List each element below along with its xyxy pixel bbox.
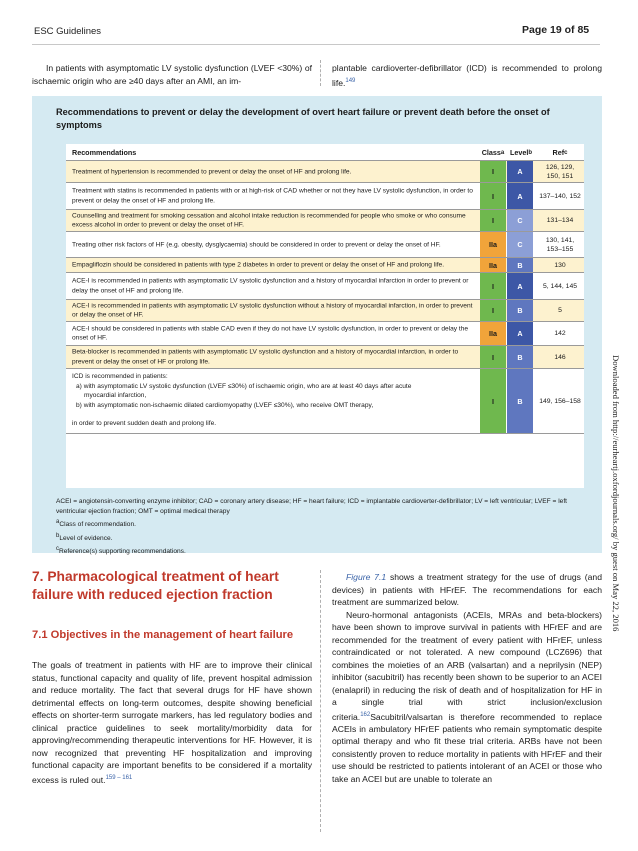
header-ref: Ref c [552,148,568,157]
recommendation-text: Empagliflozin should be considered in patients with type 2 diabetes in order to prevent or delay the onset of HF and prolong life. [72,261,445,269]
class-cell: I [480,161,506,182]
recommendation-text: ACE-I should be considered in patients with stable CAD even if they do not have LV systolic dysfunction, in order to prevent or delay the onset of HF. [72,325,469,342]
level-cell: A [507,322,533,345]
recommendation-text: ICD is recommended in patients: a) with asymptomatic LV systolic dysfunction (LVEF ≤30%) of ischaemic origin, who are at least 40 days after acute myocardial infarction, b) with asymptomatic non-ischaemic dilated cardiomyopathy (LVEF ≤30%), who receive OMT therapy, in order to prevent sudden death and prolong life. [72,373,412,427]
class-cell: IIa [480,322,506,345]
recommendations-box-title: Recommendations to prevent or delay the development of overt heart failure or prevent death before the onset of symptoms [56,107,550,130]
table-header-row [66,144,584,161]
download-watermark [611,355,623,632]
footnote-b: bLevel of evidence. [56,532,113,542]
recommendation-text: Treatment with statins is recommended in patients with or at high-risk of CAD whether or not they have LV systolic dysfunction, in order to prevent or delay the onset of HF and prolong life. [72,187,473,204]
table-row [66,273,584,300]
class-cell: I [480,210,506,231]
class-cell: I [480,183,506,209]
header-level: Level b [509,148,533,157]
level-cell: B [507,346,533,368]
table-row [66,322,584,346]
ref-cell: 137–140, 152 [539,192,581,200]
objectives-ref[interactable]: 159 – 161 [105,774,133,781]
class-cell: IIa [480,258,506,272]
column-divider-top [320,60,321,86]
header-rule [32,44,600,45]
section-heading: 7. Pharmacological treatment of heart failure with reduced ejection fraction [32,569,279,602]
objectives-text: The goals of treatment in patients with HF are to improve their clinical status, functional capacity and quality of life, prevent hospital admission and reduce mortality. The fact that several drugs for HF have shown detrimental effects on long-term outcomes, despite showing beneficial effects on shorter-term surrogate markers, has led regulatory bodies and clinical practice guidelines to seek mortality/morbidity data for approving/recommending therapeutic interventions for HF. However, it is now recognized that preventing HF hospitalization and improving functional capacity are important benefits to be considered if a mortality excess is ruled out. [32,660,312,785]
trial-ref[interactable]: 162 [360,711,371,718]
header-class: Class a [481,148,505,157]
table-row [66,183,584,210]
journal-section-label: ESC Guidelines [34,26,102,37]
recommendation-text: Counselling and treatment for smoking cessation and alcohol intake reduction is recommended for people who smoke or who consume excess alcohol in order to prevent or delay the onset of HF. [72,212,466,229]
table-row [66,210,584,232]
ref-cell: 149, 156–158 [539,397,581,405]
table-row [66,232,584,258]
table-row [66,258,584,273]
top-right-ref[interactable]: 149 [345,77,356,84]
download-watermark-text[interactable]: Downloaded from http://eurheartj.oxfordjournals.org/ by guest on May 22, 2016 [611,355,621,632]
ref-cell: 146 [554,353,566,361]
level-cell: A [507,161,533,182]
level-cell: C [507,210,533,231]
ref-cell: 126, 129, 150, 151 [545,163,575,180]
recommendations-table [66,144,584,488]
treatment-paragraph-1: Figure 7.1 shows a treatment strategy for the use of drugs (and devices) in patients with HFrEF. The recommendations for each treatment are summarized below. [332,572,602,607]
recommendation-text: ACE-I is recommended in patients with asymptomatic LV systolic dysfunction without a history of myocardial infarction, in order to prevent or delay the onset of HF. [72,302,473,319]
class-cell: I [480,346,506,368]
treatment-paragraph-2: Neuro-hormonal antagonists (ACEIs, MRAs and beta-blockers) have been shown to improve survival in patients with HFrEF and are recommended for the treatment of every patient with HFrEF, unless contraindicated or not tolerated. A new compound (LCZ696) that combines the moieties of an ARB (valsartan) and a neprilysin (NEP) inhibitor (sacubitril) has recently been shown to be superior to an ACEI (enalapril) in reducing the risk of death and of hospitalization for HF in a single trial with strict inclusion/exclusion criteria.$^{162}$Sacubitril/valsartan is therefore recommended to replace ACEIs in ambulatory HFrEF patients who remain symptomatic despite optimal therapy and who fit these trial criteria. ARBs have not been consistently proven to reduce mortality in patients with HFrEF and their use should be restricted to patients intolerant of an ACEI or those who take an ACEI but are unable to tolerate an [332,609,602,784]
level-cell: C [507,232,533,257]
top-left-paragraph [32,62,312,87]
table-row [66,161,584,183]
top-left-text: In patients with asymptomatic LV systolic dysfunction (LVEF <30%) of ischaemic origin who are ≥40 days after an AMI, an im- [32,63,312,86]
level-cell: B [507,258,533,272]
column-divider-bottom [320,570,321,832]
ref-cell: 131–134 [546,217,574,224]
subsection-heading: 7.1 Objectives in the management of heart failure [32,629,294,641]
figure-7-1-link[interactable]: Figure 7.1 [346,572,387,582]
top-right-paragraph [332,62,602,89]
page-number: Page 19 of 85 [522,24,590,36]
footnote-a: aClass of recommendation. [56,519,136,529]
table-footnotes [56,497,596,558]
class-cell: IIa [480,232,506,257]
table-row [66,300,584,322]
ref-cell: 130, 141, 153–155 [545,236,575,253]
recommendation-text: Treatment of hypertension is recommended to prevent or delay the onset of HF and prolong life. [72,167,352,175]
level-cell: A [507,183,533,209]
footnote-c: cReference(s) supporting recommendations. [56,546,186,556]
ref-cell: 5 [558,307,562,314]
class-cell: I [480,300,506,321]
table-row [66,369,584,434]
ref-cell: 5, 144, 145 [542,282,577,290]
footnote-abbreviations: ACEI = angiotensin-converting enzyme inhibitor; CAD = coronary artery disease; HF = heart failure; ICD = implantable cardioverter-defibrillator; LV = left ventricular; LVEF = left ventricular ejection fraction; OMT = optimal medical therapy [56,498,568,516]
header-recommendations: Recommendations [72,148,137,157]
level-cell: B [507,300,533,321]
treatment-paragraphs [332,571,602,785]
class-cell: I [480,273,506,299]
class-cell: I [480,369,506,433]
top-right-text: plantable cardioverter-defibrillator (ICD) is recommended to prolong life. [332,63,602,88]
recommendation-text: Beta-blocker is recommended in patients with asymptomatic LV systolic dysfunction and a history of myocardial infarction, in order to prevent or delay the onset of HF or prolong life. [72,348,459,365]
recommendation-text: ACE-I is recommended in patients with asymptomatic LV systolic dysfunction and a history of myocardial infarction in order to prevent or delay the onset of HF and prolong life. [72,277,469,294]
table-row [66,346,584,369]
level-cell: A [507,273,533,299]
recommendation-text: Treating other risk factors of HF (e.g. obesity, dysglycaemia) should be considered in order to prevent or delay the onset of HF. [72,240,441,248]
objectives-paragraph [32,659,312,786]
ref-cell: 142 [554,330,566,337]
ref-cell: 130 [554,261,566,269]
level-cell: B [507,369,533,433]
